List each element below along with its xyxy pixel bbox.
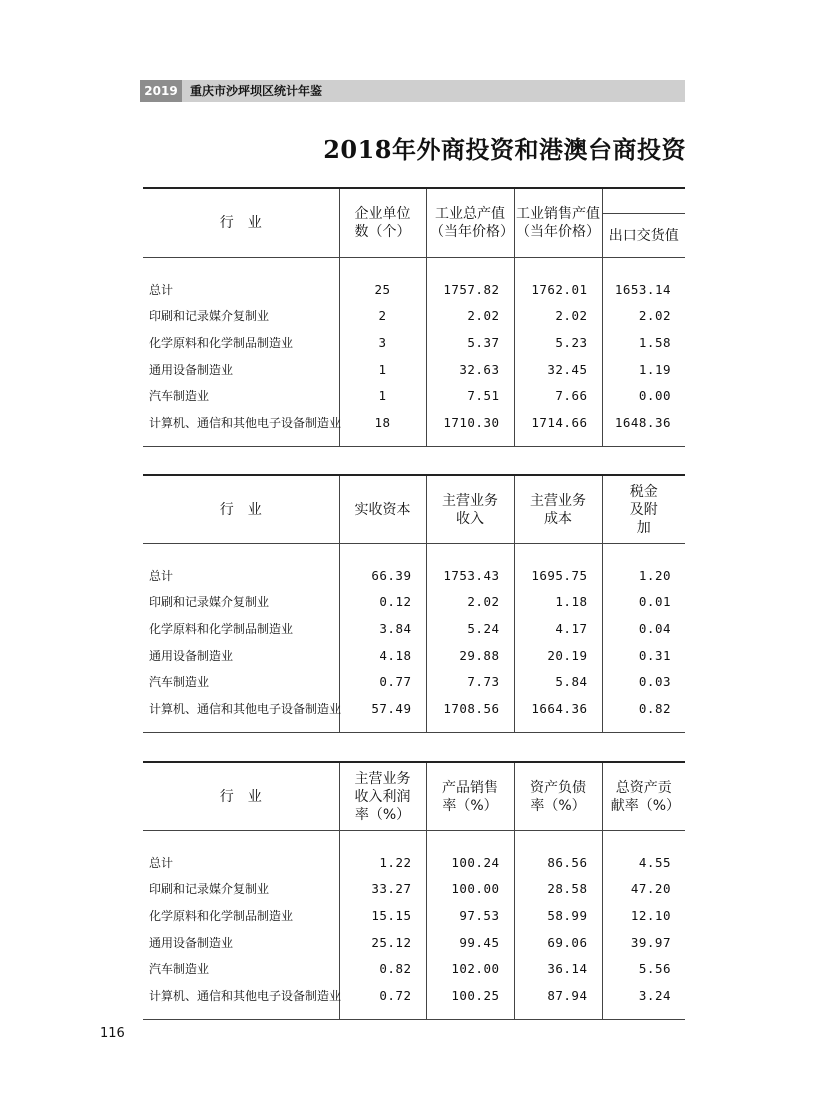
col-head-main-cost: 主营业务成本 (514, 475, 602, 544)
table-cell: 1757.82 (426, 276, 514, 303)
table-cell: 0.82 (339, 955, 426, 982)
header-book-title: 重庆市沙坪坝区统计年鉴 (190, 84, 323, 98)
table-cell: 1.18 (514, 589, 602, 616)
table-ratios (143, 761, 685, 1020)
table-row (143, 409, 685, 436)
row-label: 汽车制造业 (149, 389, 210, 404)
table-row (143, 695, 685, 722)
table-row (143, 642, 685, 669)
table-cell: 100.25 (426, 982, 514, 1009)
col-head-export: 出口交货值 (602, 214, 685, 258)
table-cell: 97.53 (426, 902, 514, 929)
table-cell: 1710.30 (426, 409, 514, 436)
table-row (143, 876, 685, 903)
col-head-tax: 税金及附加 (602, 475, 685, 544)
table-cell: 0.12 (339, 589, 426, 616)
table-cell: 0.03 (602, 668, 685, 695)
table-row (143, 303, 685, 330)
col-head-sales-output: 工业销售产值（当年价格） (514, 188, 602, 258)
col-head-industry: 行 业 (143, 762, 339, 831)
running-header (140, 80, 685, 102)
table-cell: 0.04 (602, 615, 685, 642)
table-cell: 0.00 (602, 382, 685, 409)
row-label: 计算机、通信和其他电子设备制造业 (149, 701, 342, 716)
table-row (143, 562, 685, 589)
col-head-asset-contribution: 总资产贡献率（%） (602, 762, 685, 831)
row-label: 通用设备制造业 (149, 362, 234, 377)
table-cell: 7.51 (426, 382, 514, 409)
table-cell: 5.56 (602, 955, 685, 982)
table-row (143, 382, 685, 409)
table-row (143, 276, 685, 303)
table-cell: 47.20 (602, 876, 685, 903)
row-label: 印刷和记录媒介复制业 (149, 309, 270, 324)
table-cell: 0.31 (602, 642, 685, 669)
table-cell: 4.18 (339, 642, 426, 669)
row-label: 通用设备制造业 (149, 935, 234, 950)
col-head-main-revenue: 主营业务收入 (426, 475, 514, 544)
row-label: 化学原料和化学制品制造业 (149, 908, 294, 923)
table-cell: 87.94 (514, 982, 602, 1009)
table-cell: 66.39 (339, 562, 426, 589)
col-head-industry: 行 业 (143, 475, 339, 544)
row-label: 总计 (149, 855, 174, 870)
table-cell: 3.24 (602, 982, 685, 1009)
table-cell: 5.23 (514, 329, 602, 356)
row-label: 总计 (149, 568, 174, 583)
table-cell: 4.55 (602, 849, 685, 876)
table-row (143, 929, 685, 956)
table-cell: 100.00 (426, 876, 514, 903)
table-row (143, 329, 685, 356)
table-cell: 1753.43 (426, 562, 514, 589)
table-cell: 32.45 (514, 356, 602, 383)
table-cell: 1708.56 (426, 695, 514, 722)
table-cell: 36.14 (514, 955, 602, 982)
table-body (143, 831, 685, 1020)
row-label: 通用设备制造业 (149, 648, 234, 663)
col-head-industry: 行 业 (143, 188, 339, 258)
col-head-sales-rate: 产品销售率（%） (426, 762, 514, 831)
table-cell: 1.20 (602, 562, 685, 589)
table-cell: 69.06 (514, 929, 602, 956)
table-cell: 0.77 (339, 668, 426, 695)
table-cell: 57.49 (339, 695, 426, 722)
row-label: 总计 (149, 282, 174, 297)
col-head-enterprises: 企业单位数（个） (339, 188, 426, 258)
table-cell: 58.99 (514, 902, 602, 929)
table-industrial-output (143, 187, 685, 447)
table-cell: 0.72 (339, 982, 426, 1009)
table-cell: 1 (339, 382, 426, 409)
page-title: 2018年外商投资和港澳台商投资 (323, 135, 686, 164)
table-cell: 32.63 (426, 356, 514, 383)
table-cell: 2 (339, 303, 426, 330)
col-head-blank (602, 188, 685, 214)
col-head-paid-capital: 实收资本 (339, 475, 426, 544)
table-cell: 20.19 (514, 642, 602, 669)
table-cell: 2.02 (426, 303, 514, 330)
table-cell: 29.88 (426, 642, 514, 669)
table-finance (143, 474, 685, 733)
table-cell: 18 (339, 409, 426, 436)
table-cell: 2.02 (426, 589, 514, 616)
table-row (143, 849, 685, 876)
table-cell: 1648.36 (602, 409, 685, 436)
col-head-profit-rate: 主营业务收入利润率（%） (339, 762, 426, 831)
table-row (143, 356, 685, 383)
table-cell: 86.56 (514, 849, 602, 876)
table-cell: 33.27 (339, 876, 426, 903)
table-cell: 1 (339, 356, 426, 383)
table-cell: 3 (339, 329, 426, 356)
page-number: 116 (100, 1026, 125, 1041)
table-cell: 1653.14 (602, 276, 685, 303)
table-cell: 25.12 (339, 929, 426, 956)
table-cell: 99.45 (426, 929, 514, 956)
row-label: 印刷和记录媒介复制业 (149, 595, 270, 610)
row-label: 化学原料和化学制品制造业 (149, 335, 294, 350)
row-label: 计算机、通信和其他电子设备制造业 (149, 988, 342, 1003)
col-head-debt-rate: 资产负债率（%） (514, 762, 602, 831)
table-cell: 1.19 (602, 356, 685, 383)
table-cell: 1.22 (339, 849, 426, 876)
table-cell: 3.84 (339, 615, 426, 642)
table-cell: 15.15 (339, 902, 426, 929)
table-row (143, 982, 685, 1009)
row-label: 汽车制造业 (149, 962, 210, 977)
table-cell: 7.66 (514, 382, 602, 409)
table-row (143, 615, 685, 642)
table-cell: 102.00 (426, 955, 514, 982)
table-cell: 0.01 (602, 589, 685, 616)
table-cell: 25 (339, 276, 426, 303)
table-cell: 0.82 (602, 695, 685, 722)
table-cell: 28.58 (514, 876, 602, 903)
table-row (143, 668, 685, 695)
table-row (143, 955, 685, 982)
table-row (143, 902, 685, 929)
table-body (143, 258, 685, 447)
table-cell: 5.24 (426, 615, 514, 642)
table-cell: 5.37 (426, 329, 514, 356)
row-label: 计算机、通信和其他电子设备制造业 (149, 415, 342, 430)
table-cell: 5.84 (514, 668, 602, 695)
table-cell: 1762.01 (514, 276, 602, 303)
table-cell: 1714.66 (514, 409, 602, 436)
table-cell: 1664.36 (514, 695, 602, 722)
table-cell: 39.97 (602, 929, 685, 956)
table-body (143, 544, 685, 733)
table-row (143, 589, 685, 616)
col-head-gross-output: 工业总产值（当年价格） (426, 188, 514, 258)
row-label: 化学原料和化学制品制造业 (149, 621, 294, 636)
table-cell: 4.17 (514, 615, 602, 642)
table-cell: 12.10 (602, 902, 685, 929)
table-cell: 1695.75 (514, 562, 602, 589)
table-cell: 2.02 (514, 303, 602, 330)
table-cell: 1.58 (602, 329, 685, 356)
table-cell: 2.02 (602, 303, 685, 330)
row-label: 印刷和记录媒介复制业 (149, 882, 270, 897)
row-label: 汽车制造业 (149, 675, 210, 690)
table-cell: 7.73 (426, 668, 514, 695)
header-year: 2019 (140, 80, 182, 102)
table-cell: 100.24 (426, 849, 514, 876)
